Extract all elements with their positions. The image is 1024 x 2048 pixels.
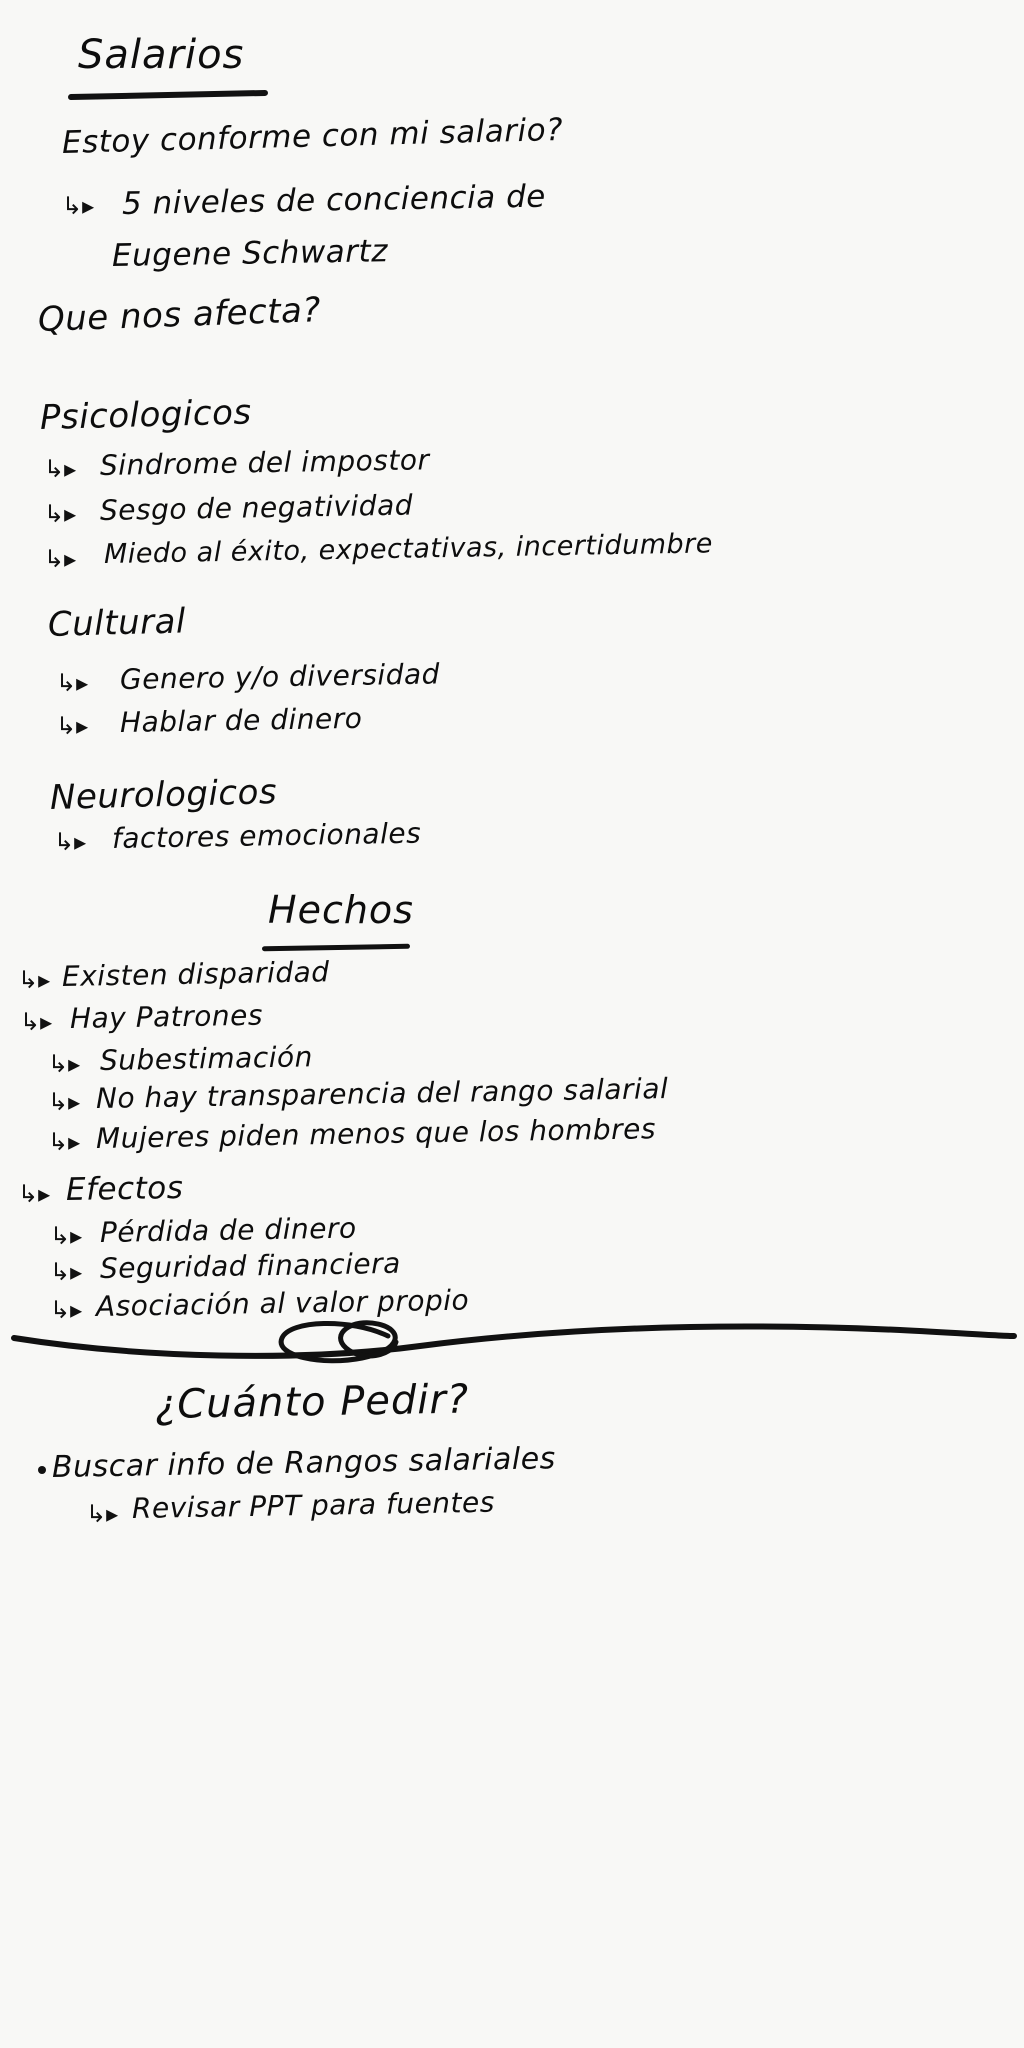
section-separator (0, 1300, 1024, 1370)
arrow-icon: ↳▸ (18, 966, 51, 994)
note-line-hechos-4: Mujeres piden menos que los hombres (95, 1112, 657, 1155)
note-line-cuanto-0: Buscar info de Rangos salariales (51, 1441, 557, 1485)
note-line-psicologicos-0: Sindrome del impostor (99, 443, 430, 482)
arrow-icon: ↳▸ (44, 545, 77, 573)
note-line-psicologicos-1: Sesgo de negatividad (99, 488, 414, 527)
arrow-icon: ↳▸ (44, 500, 77, 528)
note-line-salarios-1: 5 niveles de conciencia de (121, 178, 547, 222)
section-title-psicologicos: Psicologicos (39, 392, 253, 438)
arrow-icon: ↳▸ (62, 192, 95, 220)
note-line-hechos-8: Asociación al valor propio (95, 1283, 470, 1323)
note-line-salarios-2: Eugene Schwartz (111, 233, 389, 274)
section-title-neurologicos: Neurologicos (49, 772, 278, 818)
section-title-salarios: Salarios (78, 32, 245, 78)
section-title-que-nos-afecta: Que nos afecta? (37, 290, 322, 340)
section-title-hechos: Hechos (268, 888, 414, 932)
arrow-icon: ↳▸ (50, 1296, 83, 1324)
arrow-icon: ↳▸ (54, 828, 87, 856)
section-title-cultural: Cultural (47, 601, 187, 645)
note-line-psicologicos-2: Miedo al éxito, expectativas, incertidumbre (103, 528, 714, 570)
note-line-hechos-5: Efectos (65, 1169, 184, 1208)
title-underline-hechos (262, 944, 410, 952)
arrow-icon: ↳▸ (48, 1128, 81, 1156)
note-line-hechos-7: Seguridad financiera (99, 1246, 402, 1285)
arrow-icon: ↳▸ (56, 669, 89, 697)
note-line-hechos-3: No hay transparencia del rango salarial (95, 1072, 669, 1115)
arrow-icon: ↳▸ (50, 1222, 83, 1250)
arrow-icon: ↳▸ (56, 712, 89, 740)
note-line-salarios-0: Estoy conforme con mi salario? (61, 111, 564, 161)
section-title-cuanto-pedir: ¿Cuánto Pedir? (154, 1376, 470, 1428)
note-line-hechos-0: Existen disparidad (61, 955, 330, 993)
arrow-icon: ↳▸ (44, 455, 77, 483)
arrow-icon: ↳▸ (86, 1500, 119, 1528)
arrow-icon: ↳▸ (20, 1008, 53, 1036)
arrow-icon: ↳▸ (48, 1088, 81, 1116)
arrow-icon: ↳▸ (48, 1050, 81, 1078)
note-line-cuanto-1: Revisar PPT para fuentes (131, 1485, 496, 1525)
note-line-hechos-2: Subestimación (99, 1040, 314, 1077)
bullet-dot-icon (38, 1466, 46, 1474)
note-line-cultural-1: Hablar de dinero (119, 701, 363, 739)
arrow-icon: ↳▸ (50, 1258, 83, 1286)
note-line-hechos-1: Hay Patrones (69, 998, 264, 1035)
note-line-neurologicos-0: factores emocionales (111, 816, 422, 855)
note-line-cultural-0: Genero y/o diversidad (119, 657, 441, 696)
note-line-hechos-6: Pérdida de dinero (99, 1211, 357, 1249)
title-underline-salarios (68, 90, 268, 100)
arrow-icon: ↳▸ (18, 1180, 51, 1208)
